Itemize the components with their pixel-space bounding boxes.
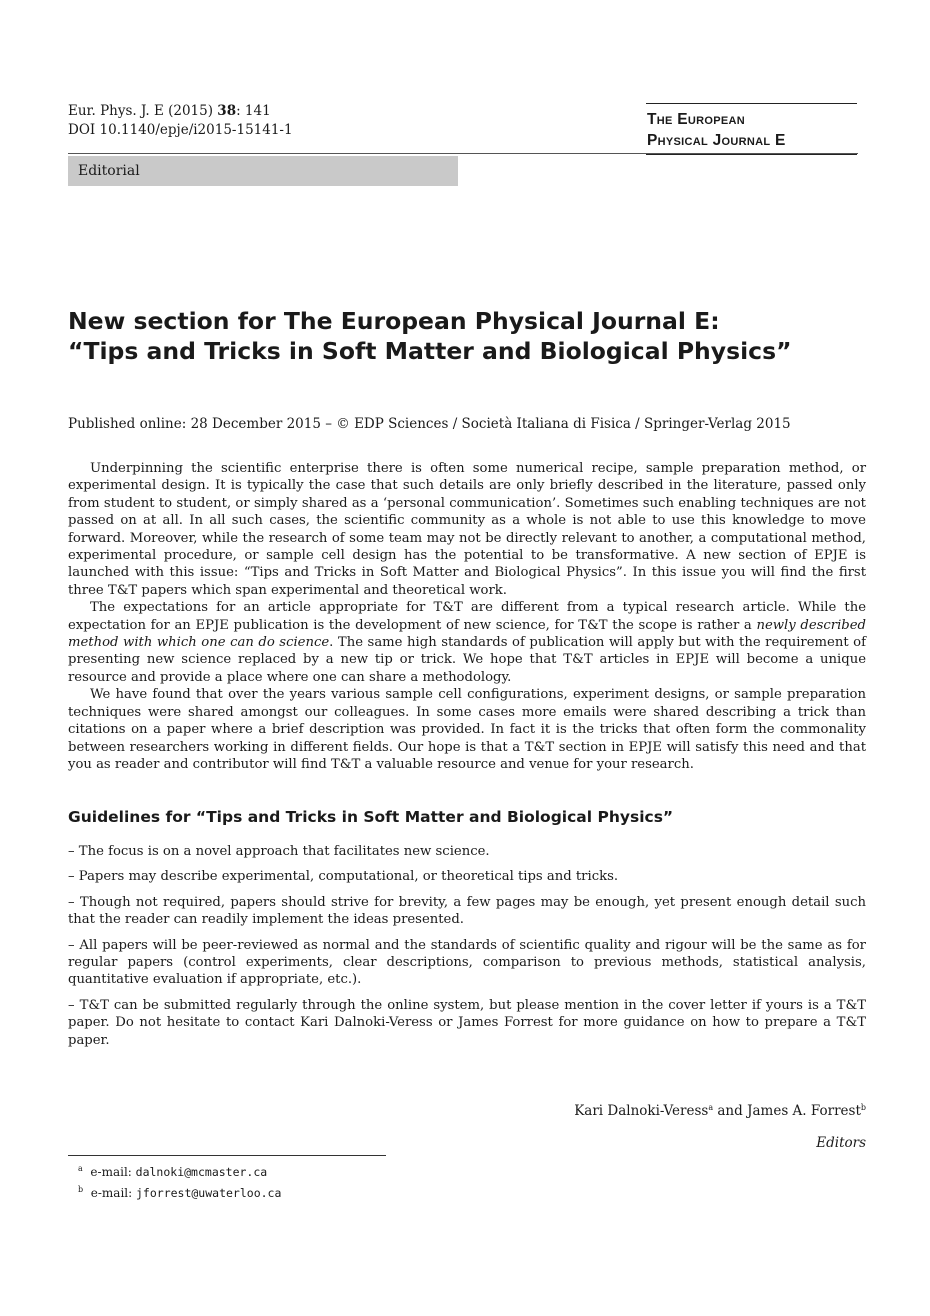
guideline-item: – Papers may describe experimental, computational, or theoretical tips and tricks. — [68, 869, 619, 885]
footnote-label: e-mail: — [90, 1186, 136, 1200]
title-line2: “Tips and Tricks in Soft Matter and Biological Physics” — [68, 337, 792, 365]
guideline-item: – All papers will be peer-reviewed as normal and the standards of scientific quality and rigour will be the same as for regular papers (control experiments, clear descriptions, comparison to previous methods, statistical analysis, quantitative evaluation if appropriate, etc.). — [68, 937, 866, 988]
paragraph-2-part-b: . The same high standards of publication will apply but with the requirement of presenting new science replaced by a new tip or trick. We hope that T&T articles in EPJE will become a unique resource and provide a place where one can share a methodology. — [68, 635, 867, 685]
header-divider — [68, 153, 858, 154]
paragraph-2 — [68, 599, 866, 686]
footnote-label: e-mail: — [90, 1165, 136, 1179]
author-2: James A. Forrest — [747, 1103, 861, 1119]
paragraph-1: Underpinning the scientific enterprise there is often some numerical recipe, sample preparation method, or experimental design. It is typically the case that such details are only briefly described in the literature, passed only from student to student, or simply shared as a ‘personal communication’. Sometimes such enabling techniques are not passed on at all. In all such cases, the scientific community as a whole is not able to use this knowledge to move forward. Moreover, while the research of some team may not be directly relevant to another, a computational method, experimental procedure, or sample cell design has the potential to be transformative. A new section of EPJE is launched with this issue: “Tips and Tricks in Soft Matter and Biological Physics”. In this issue you will find the first three T&T papers which span experimental and theoretical work. — [68, 461, 866, 598]
journal-logo-line2: Physical Journal E — [647, 132, 786, 149]
title-line1: New section for The European Physical Journal E: — [68, 307, 720, 335]
guideline-item: – The focus is on a novel approach that facilitates new science. — [68, 844, 490, 859]
author-2-mark: b — [860, 1103, 866, 1112]
editors-role: Editors — [816, 1135, 866, 1151]
doi: DOI 10.1140/epje/i2015-15141-1 — [68, 122, 293, 138]
email-link-forrest[interactable]: jforrest@uwaterloo.ca — [136, 1186, 282, 1200]
footnote-mark: b — [78, 1185, 84, 1194]
journal-logo — [646, 103, 857, 155]
journal-logo-line1: The European — [647, 111, 745, 128]
guideline-item: – Though not required, papers should strive for brevity, a few pages may be enough, yet present enough detail such that the reader can readily implement the ideas presented. — [68, 894, 866, 928]
article-body — [68, 460, 866, 773]
author-connector: and — [713, 1103, 748, 1119]
footnote-mark: a — [78, 1164, 83, 1173]
journal-citation — [68, 102, 293, 140]
article-number: : 141 — [236, 103, 271, 119]
guideline-item: – T&T can be submitted regularly through the online system, but please mention in the cover letter if yours is a T&T paper. Do not hesitate to contact Kari Dalnoki-Veress or James Forrest for more guidance on how to prepare a T&T paper. — [68, 997, 866, 1048]
footnote-b — [78, 1181, 281, 1202]
paragraph-2-emphasis: newly described method with which one can do science — [68, 617, 866, 651]
paragraph-2-part-a: The expectations for an article appropriate for T&T are different from a typical research article. While the expectation for an EPJE publication is the development of new science, for T&T the scope is rather a — [68, 600, 866, 633]
footnote-a — [78, 1160, 281, 1181]
published-line: Published online: 28 December 2015 – © EDP Sciences / Società Italiana di Fisica / Springer-Verlag 2015 — [68, 416, 791, 432]
journal-volume: 38 — [217, 103, 237, 119]
paragraph-3: We have found that over the years various sample cell configurations, experiment designs, or sample preparation techniques were shared amongst our colleagues. In some cases more emails were shared describing a trick than citations on a paper where a brief description was provided. In fact it is the tricks that often form the commonality between researchers working in different fields. Our hope is that a T&T section in EPJE will satisfy this need and that you as reader and contributor will find T&T a valuable resource and venue for your research. — [68, 687, 866, 772]
email-link-dalnoki[interactable]: dalnoki@mcmaster.ca — [135, 1165, 268, 1179]
author-signature — [574, 1103, 866, 1119]
guidelines-list — [68, 843, 866, 1057]
author-1: Kari Dalnoki-Veress — [574, 1103, 709, 1119]
article-title — [68, 306, 868, 366]
section-bar — [68, 156, 458, 186]
footnote-divider — [68, 1155, 386, 1156]
journal-ref-prefix: Eur. Phys. J. E (2015) — [68, 103, 218, 119]
footnotes — [78, 1160, 281, 1202]
author-1-mark: a — [708, 1103, 714, 1112]
guidelines-heading: Guidelines for “Tips and Tricks in Soft Matter and Biological Physics” — [68, 808, 674, 826]
section-label: Editorial — [78, 163, 140, 179]
